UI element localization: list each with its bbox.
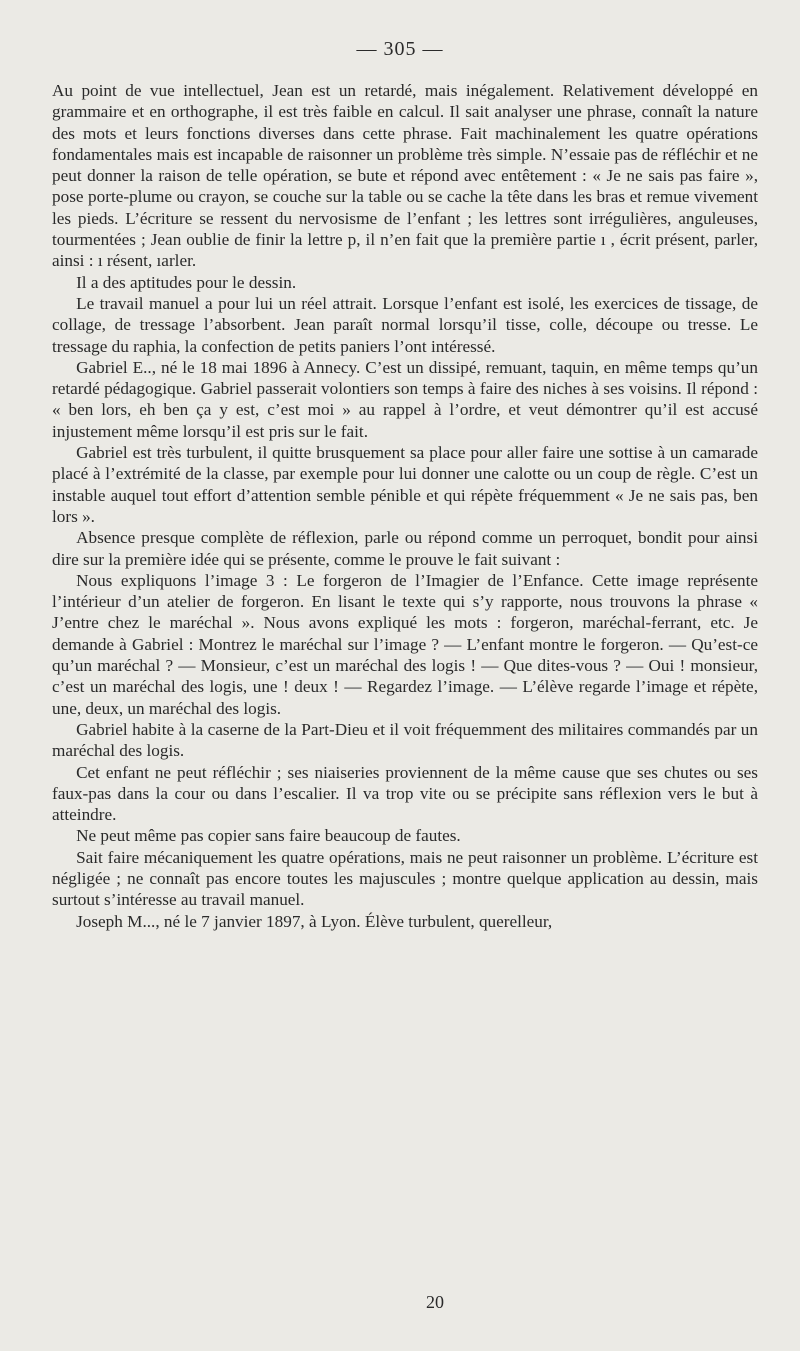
- page-number: — 305 —: [356, 38, 444, 60]
- paragraph-joseph-intro: Joseph M..., né le 7 janvier 1897, à Lyon. Élève turbulent, querelleur,: [76, 911, 553, 931]
- paragraph-gabriel-niaiseries: Cet enfant ne peut réfléchir ; ses niaiseries proviennent de la même cause que ses chutes ou ses faux-pas dans la cour ou dans l’escalier. Il va trop vite ou se précipite sans réflexion vers le but à atteindre.: [52, 762, 758, 825]
- page-body: [52, 80, 758, 932]
- paragraph-image-lesson: Nous expliquons l’image 3 : Le forgeron de l’Imagier de l’Enfance. Cette image représente l’intérieur d’un atelier de forgeron. En lisant le texte qui s’y rapporte, nous trouvons la phrase « J’entre chez le maréchal ». Nous avons expliqué les mots : forgeron, maréchal-ferrant, etc. Je demande à Gabriel : Montrez le maréchal sur l’image ? — L’enfant montre le forgeron. — Qu’est-ce qu’un maréchal ? — Monsieur, c’est un maréchal des logis ! — Que dites-vous ? — Oui ! monsieur, c’est un maréchal des logis, une ! deux ! — Regardez l’image. — L’élève regarde l’image et répète, une, deux, un maréchal des logis.: [52, 570, 758, 718]
- paragraph-gabriel-caserne: Gabriel habite à la caserne de la Part-Dieu et il voit fréquemment des militaires commandés par un maréchal des logis.: [52, 719, 758, 761]
- paragraph-jean-drawing: Il a des aptitudes pour le dessin.: [76, 272, 297, 292]
- paragraph-gabriel-copy: Ne peut même pas copier sans faire beaucoup de fautes.: [76, 826, 461, 846]
- paragraph-gabriel-operations: Sait faire mécaniquement les quatre opérations, mais ne peut raisonner un problème. L’écriture est négligée ; ne connaît pas encore toutes les majuscules ; montre quelque application au dessin, mais surtout s’intéresse au travail manuel.: [52, 847, 758, 910]
- paragraph-gabriel-reflection: Absence presque complète de réflexion, parle ou répond comme un perroquet, bondit pour ainsi dire sur la première idée qui se présente, comme le prouve le fait suivant :: [52, 528, 758, 569]
- paragraph-gabriel-turbulent: Gabriel est très turbulent, il quitte brusquement sa place pour aller faire une sottise à un camarade placé à l’extrémité de la classe, par exemple pour lui donner une calotte ou un coup de règle. C’est un instable auquel tout effort d’attention semble pénible et qui répète fréquemment « Je ne sais pas, ben lors ».: [52, 443, 758, 526]
- paragraph-jean-manual-work: Le travail manuel a pour lui un réel attrait. Lorsque l’enfant est isolé, les exercices de tissage, de collage, de tressage l’absorbent. Jean paraît normal lorsqu’il tisse, colle, découpe ou tresse. Le tressage du raphia, la confection de petits paniers l’ont intéressé.: [52, 293, 758, 356]
- paragraph-jean-intellect: Au point de vue intellectuel, Jean est un retardé, mais inégalement. Relativement développé en grammaire et en orthographe, il est très faible en calcul. Il sait analyser une phrase, connaît la nature des mots et leurs fonctions diverses dans cette phrase. Fait machinalement les quatre opérations fondamentales mais est incapable de raisonner un problème très simple. N’essaie pas de réfléchir et ne peut donner la raison de telle opération, se bute et répond avec entêtement : « Je ne sais pas faire », pose porte-plume ou crayon, se couche sur la table ou se cache la tête dans les bras et remue vivement les pieds. L’écriture se ressent du nervosisme de l’enfant ; les lettres sont irrégulières, anguleuses, tourmentées ; Jean oublie de finir la lettre p, il n’en fait que la première partie ı , écrit présent, parler, ainsi : ı résent, ıarler.: [52, 81, 758, 271]
- signature-mark: 20: [426, 1292, 444, 1312]
- paragraph-gabriel-intro: Gabriel E.., né le 18 mai 1896 à Annecy. C’est un dissipé, remuant, taquin, en même temps qu’un retardé pédagogique. Gabriel passerait volontiers son temps à faire des niches à ses voisins. Il répond : « ben lors, eh ben ça y est, c’est moi » au rappel à l’ordre, et veut démontrer qu’il est accusé injustement même lorsqu’il est pris sur le fait.: [52, 357, 758, 441]
